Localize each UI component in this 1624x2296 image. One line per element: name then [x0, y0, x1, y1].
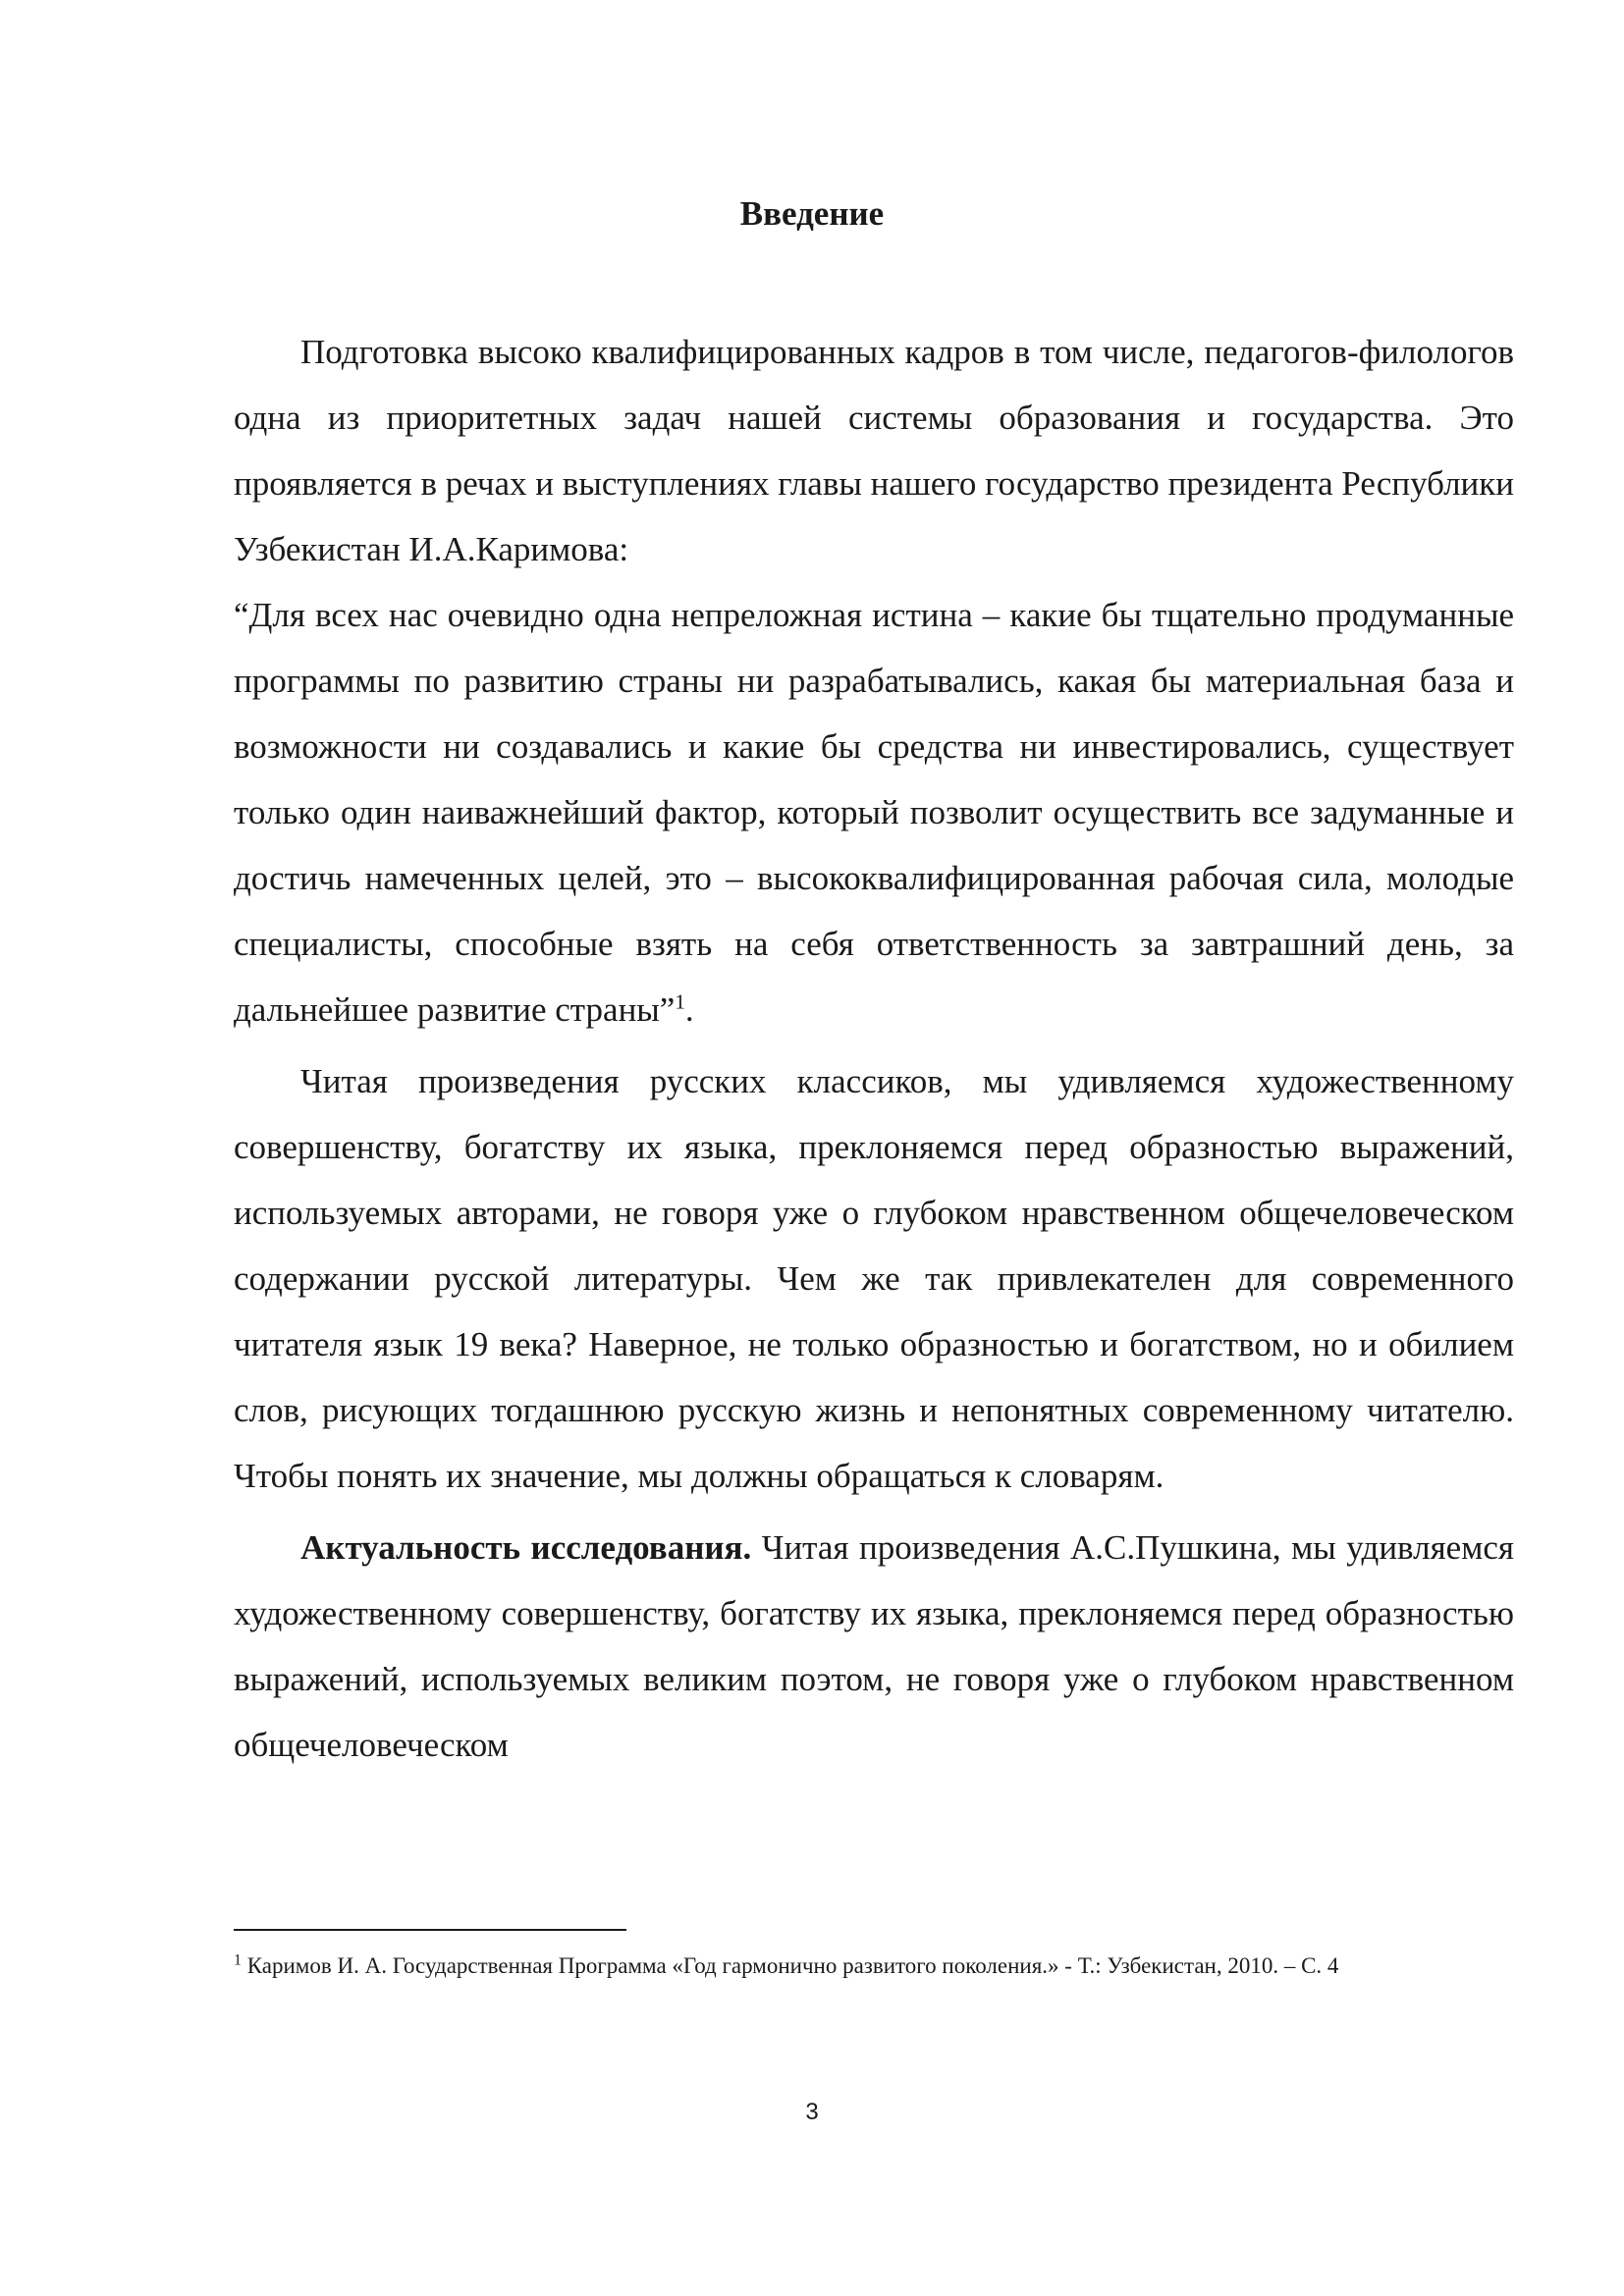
footnote-mark: 1	[234, 1951, 242, 1969]
paragraph-relevance	[234, 1515, 1514, 1778]
relevance-heading: Актуальность исследования.	[300, 1528, 752, 1567]
relevance-text: Читая произведения А.С.Пушкина, мы удивляемся художественному совершенству, богатству их языка, преклоняемся перед образностью выражений, используемых великим поэтом, не говоря уже о глубоком нравственном общечеловеческом	[234, 1528, 1514, 1764]
quote-end-punctuation: .	[684, 990, 694, 1029]
footnote-separator	[234, 1929, 626, 1931]
section-heading: Введение	[739, 194, 885, 233]
paragraph-intro: Подготовка высоко квалифицированных кадров в том числе, педагогов-филологов одна из приоритетных задач нашей системы образования и государства. Это проявляется в речах и выступлениях главы нашего государство президента Республики Узбекистан И.А.Каримова:	[234, 333, 1514, 568]
footnote-text: Каримов И. А. Государственная Программа «Год гармонично развитого поколения.» - Т.: Узбекистан, 2010. – С. 4	[242, 1953, 1339, 1978]
footnote	[234, 1949, 1514, 1984]
body-text	[234, 319, 1514, 1778]
footnote-reference[interactable]: 1	[675, 989, 685, 1014]
quote-text: “Для всех нас очевидно одна непреложная истина – какие бы тщательно продуманные программы по развитию страны ни разрабатывались, какая бы материальная база и возможности ни создавались и какие бы средства ни инвестировались, существует только один наиважнейший фактор, который позволит осуществить все задуманные и достичь намеченных целей, это – высококвалифицированная рабочая сила, молодые специалисты, способные взять на себя ответственность за завтрашний день, за дальнейшее развитие страны”	[234, 596, 1514, 1029]
page-number: 3	[805, 2099, 819, 2125]
paragraph-classics: Читая произведения русских классиков, мы удивляемся художественному совершенству, богатству их языка, преклоняемся перед образностью выражений, используемых авторами, не говоря уже о глубоком нравственном общечеловеческом содержании русской литературы. Чем же так привлекателен для современного читателя язык 19 века? Наверное, не только образностью и богатством, но и обилием слов, рисующих тогдашнюю русскую жизнь и непонятных современному читателю. Чтобы понять их значение, мы должны обращаться к словарям.	[234, 1062, 1514, 1495]
paragraph-quote	[234, 582, 1514, 1042]
